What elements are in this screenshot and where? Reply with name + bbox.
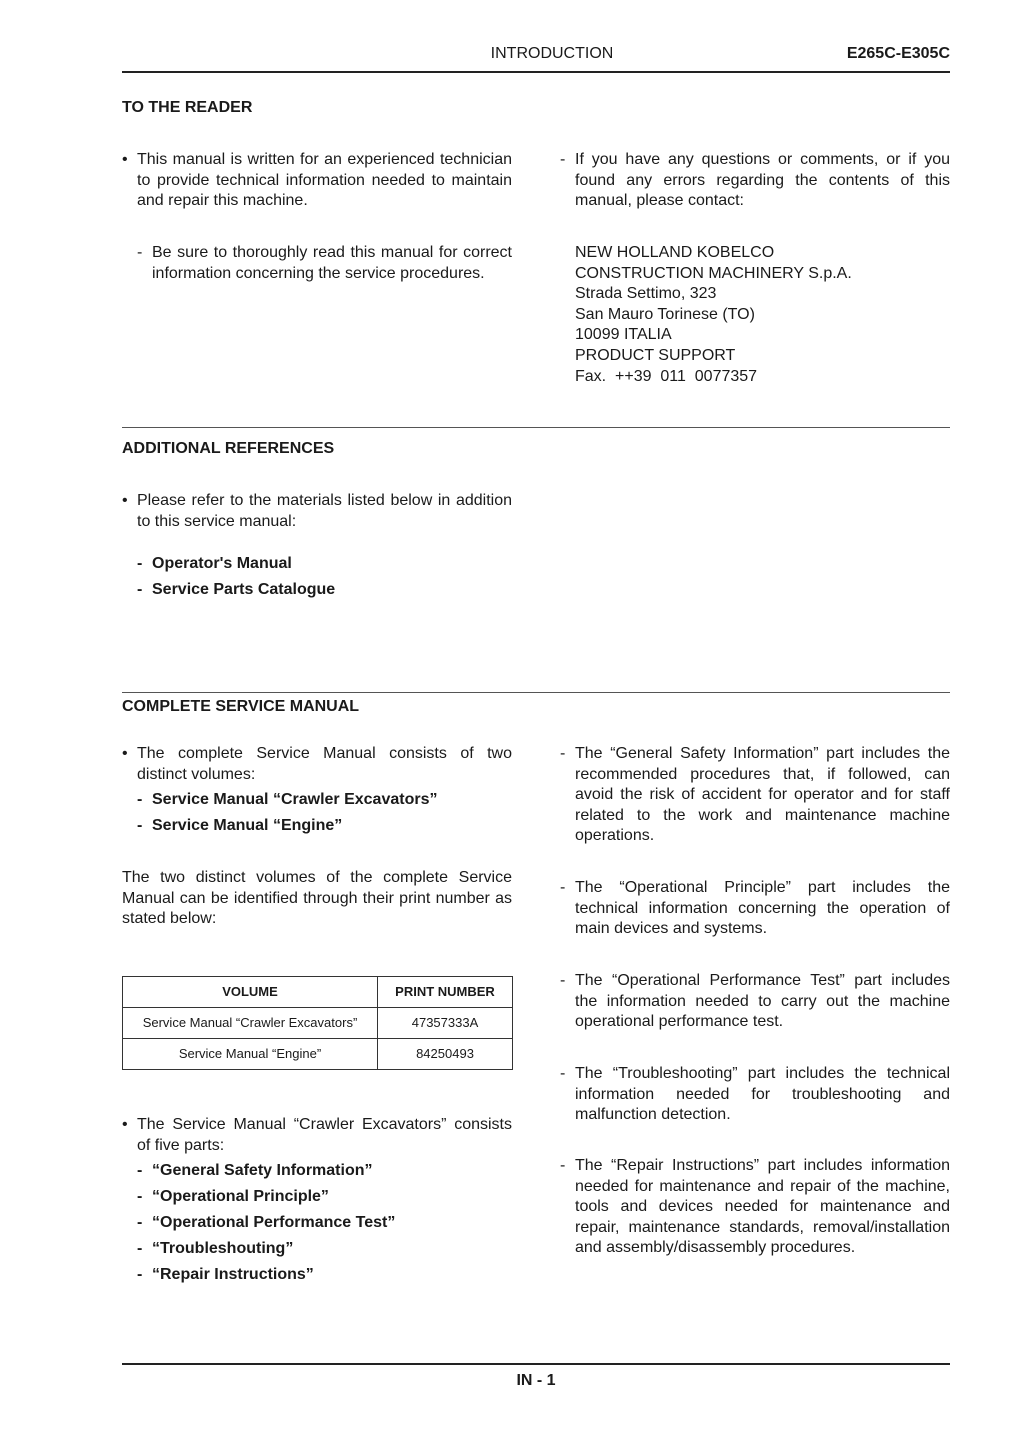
additional-refs-bullet: • Please refer to the materials listed below in addition to this service manual: bbox=[122, 492, 512, 530]
part-item: - “General Safety Information” bbox=[137, 1162, 373, 1179]
part-item: - “Repair Instructions” bbox=[137, 1266, 314, 1283]
part-description-troubleshooting: - The “Troubleshooting” part includes the technical information needed for troubleshooting and malfunction detection. bbox=[560, 1065, 950, 1124]
part-description-general-safety: - The “General Safety Information” part includes the recommended procedures that, if followed, can avoid the risk of accident for operator and for staff related to the work and maintenance machine operations. bbox=[560, 745, 950, 845]
address-line: Strada Settimo, 323 bbox=[575, 285, 717, 303]
contact-intro: - If you have any questions or comments, or if you found any errors regarding the contents of this manual, please contact: bbox=[560, 151, 950, 210]
section-title-complete-service-manual: COMPLETE SERVICE MANUAL bbox=[122, 698, 360, 715]
reference-item-operators-manual: - Operator's Manual bbox=[137, 555, 292, 572]
address-line: CONSTRUCTION MACHINERY S.p.A. bbox=[575, 264, 852, 282]
part-item: - “Troubleshouting” bbox=[137, 1240, 294, 1257]
header-section-title: INTRODUCTION bbox=[490, 45, 614, 62]
part-item: - “Operational Principle” bbox=[137, 1188, 329, 1205]
table-cell-volume: Service Manual “Engine” bbox=[123, 1039, 378, 1070]
header-model: E265C-E305C bbox=[846, 45, 950, 62]
table-header-row bbox=[123, 977, 513, 1008]
address-line: PRODUCT SUPPORT bbox=[575, 346, 736, 364]
section-divider bbox=[122, 427, 950, 428]
part-description-repair-instructions: - The “Repair Instructions” part includes information needed for maintenance and repair of the machine, tools and devices needed for maintenance and repair, maintenance standards, removal/installation and assembly/disassembly procedures. bbox=[560, 1157, 950, 1257]
table-cell-volume: Service Manual “Crawler Excavators” bbox=[123, 1008, 378, 1039]
table-cell-print-number: 47357333A bbox=[378, 1008, 513, 1039]
part-item: - “Operational Performance Test” bbox=[137, 1214, 396, 1231]
complete-manual-bullet: • The complete Service Manual consists of two distinct volumes: bbox=[122, 745, 512, 783]
section-title-additional-references: ADDITIONAL REFERENCES bbox=[122, 440, 335, 457]
to-reader-sub-item: - Be sure to thoroughly read this manual for correct information concerning the service procedures. bbox=[137, 244, 512, 282]
print-number-paragraph: The two distinct volumes of the complete Service Manual can be identified through their print number as stated below: bbox=[122, 869, 512, 928]
header-rule bbox=[122, 71, 950, 73]
volume-item-engine: - Service Manual “Engine” bbox=[137, 817, 343, 834]
table-header-volume: VOLUME bbox=[123, 977, 378, 1008]
address-line: Fax. ++39 011 0077357 bbox=[575, 367, 758, 385]
table-row bbox=[123, 1039, 513, 1070]
contact-address bbox=[575, 243, 955, 387]
section-title-to-reader: TO THE READER bbox=[122, 99, 253, 116]
print-number-table bbox=[122, 976, 513, 1070]
table-cell-print-number: 84250493 bbox=[378, 1039, 513, 1070]
page-number: IN - 1 bbox=[516, 1372, 556, 1389]
address-line: San Mauro Torinese (TO) bbox=[575, 305, 755, 323]
volume-item-crawler: - Service Manual “Crawler Excavators” bbox=[137, 791, 438, 808]
parts-bullet: • The Service Manual “Crawler Excavators” consists of five parts: bbox=[122, 1116, 512, 1154]
address-line: 10099 ITALIA bbox=[575, 326, 672, 344]
address-line: NEW HOLLAND KOBELCO bbox=[575, 244, 775, 261]
part-description-operational-principle: - The “Operational Principle” part includes the technical information concerning the operation of main devices and systems. bbox=[560, 879, 950, 938]
to-reader-bullet: • This manual is written for an experienced technician to provide technical information needed to maintain and repair this machine. bbox=[122, 151, 512, 210]
reference-item-parts-catalogue: - Service Parts Catalogue bbox=[137, 581, 336, 598]
table-row bbox=[123, 1008, 513, 1039]
footer-rule bbox=[122, 1363, 950, 1365]
section-divider bbox=[122, 692, 950, 693]
table-header-print-number: PRINT NUMBER bbox=[378, 977, 513, 1008]
part-description-performance-test: - The “Operational Performance Test” part includes the information needed to carry out the machine operational performance test. bbox=[560, 972, 950, 1031]
